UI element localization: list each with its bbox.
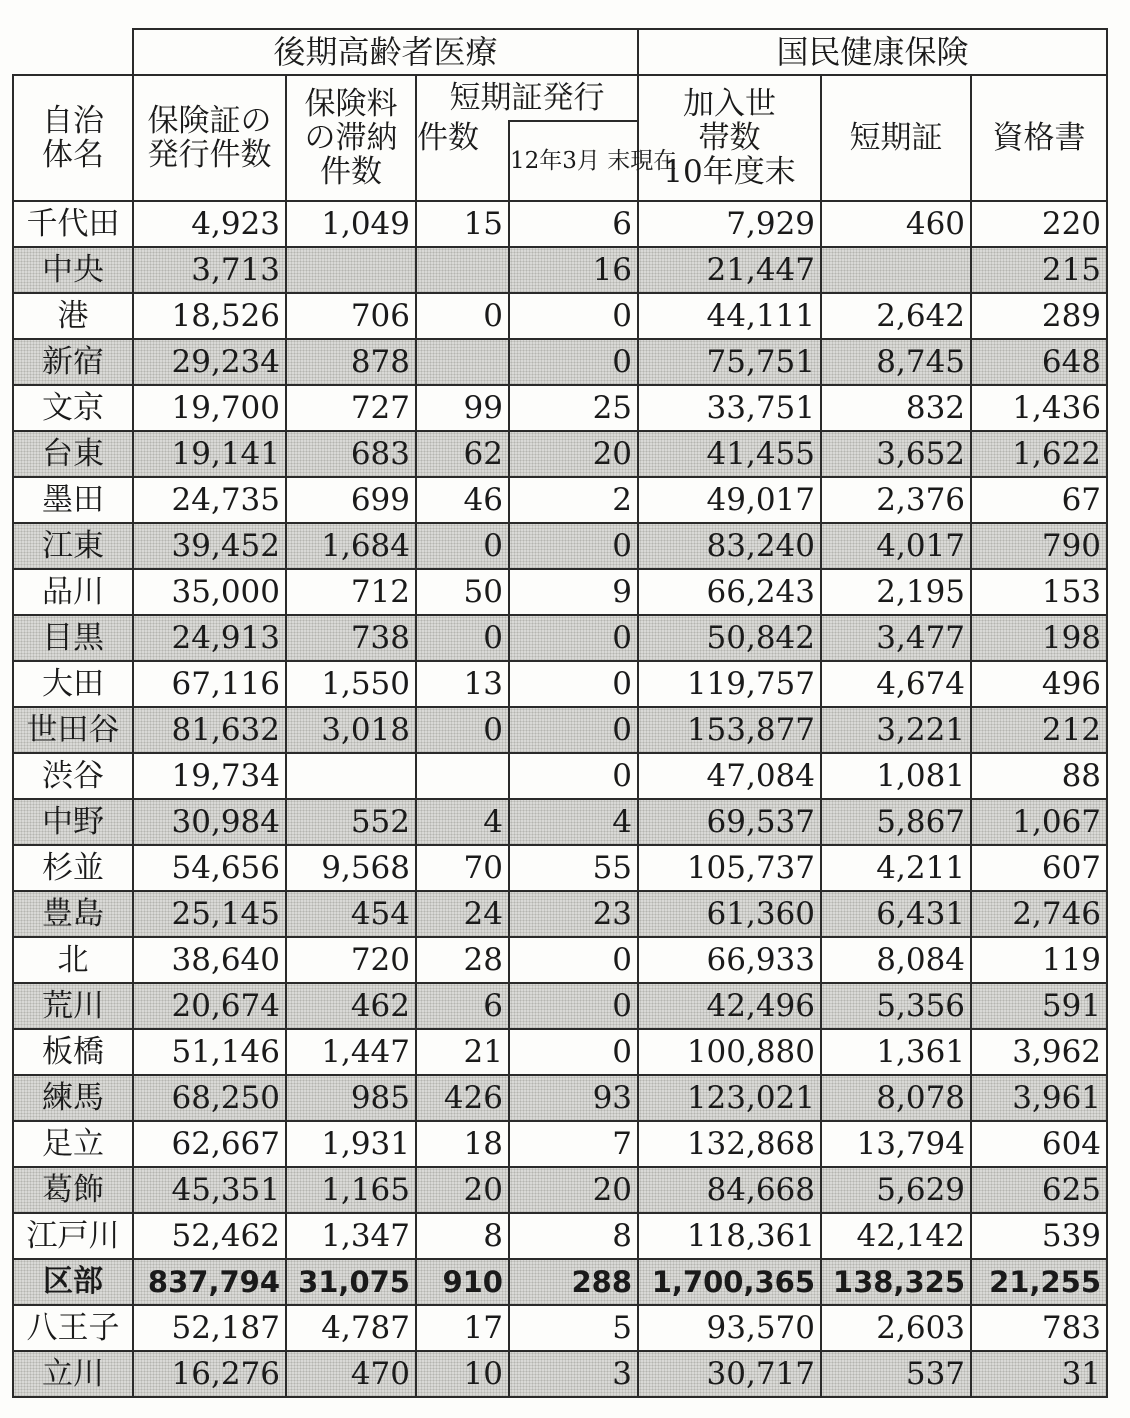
cell-shikakusho: 3,962 <box>971 1029 1107 1075</box>
cell-setai: 61,360 <box>638 891 821 937</box>
cell-setai: 49,017 <box>638 477 821 523</box>
municipality-name: 荒川 <box>13 983 133 1029</box>
cell-kensu: 18 <box>416 1121 509 1167</box>
cell-kensu: 46 <box>416 477 509 523</box>
cell-tankisho: 8,084 <box>821 937 971 983</box>
cell-tankisho: 537 <box>821 1351 971 1397</box>
municipality-name: 千代田 <box>13 201 133 247</box>
table-row <box>13 799 1107 845</box>
municipality-name: 江戸川 <box>13 1213 133 1259</box>
table-row <box>13 1029 1107 1075</box>
municipality-name: 大田 <box>13 661 133 707</box>
cell-hokensho: 19,141 <box>133 431 286 477</box>
cell-hokensho: 39,452 <box>133 523 286 569</box>
cell-setai: 75,751 <box>638 339 821 385</box>
cell-kensu: 10 <box>416 1351 509 1397</box>
cell-setai: 153,877 <box>638 707 821 753</box>
cell-genzai: 0 <box>509 661 638 707</box>
cell-kensu: 50 <box>416 569 509 615</box>
cell-kensu: 17 <box>416 1305 509 1351</box>
cell-tainou: 985 <box>286 1075 416 1121</box>
table-row-total <box>13 1259 1107 1305</box>
cell-tainou: 1,550 <box>286 661 416 707</box>
cell-tankisho: 8,078 <box>821 1075 971 1121</box>
table-row <box>13 1213 1107 1259</box>
cell-hokensho: 29,234 <box>133 339 286 385</box>
cell-kensu: 70 <box>416 845 509 891</box>
cell-kensu <box>416 339 509 385</box>
cell-shikakusho: 3,961 <box>971 1075 1107 1121</box>
column-header-line: 加入世 <box>683 86 777 122</box>
cell-tainou: 9,568 <box>286 845 416 891</box>
cell-shikakusho: 783 <box>971 1305 1107 1351</box>
cell-shikakusho: 2,746 <box>971 891 1107 937</box>
column-header-premium-arrears <box>286 75 416 201</box>
municipality-name: 八王子 <box>13 1305 133 1351</box>
column-header-short-term-issued: 短期証発行 <box>416 75 638 121</box>
cell-hokensho: 52,187 <box>133 1305 286 1351</box>
table-row <box>13 891 1107 937</box>
cell-setai: 83,240 <box>638 523 821 569</box>
cell-hokensho: 52,462 <box>133 1213 286 1259</box>
cell-shikakusho: 212 <box>971 707 1107 753</box>
cell-hokensho: 51,146 <box>133 1029 286 1075</box>
table-row <box>13 431 1107 477</box>
column-header-line: 12年3月 <box>510 147 600 174</box>
cell-shikakusho: 289 <box>971 293 1107 339</box>
cell-tankisho: 460 <box>821 201 971 247</box>
table-row <box>13 1075 1107 1121</box>
cell-setai: 33,751 <box>638 385 821 431</box>
cell-tainou: 470 <box>286 1351 416 1397</box>
table-row <box>13 477 1107 523</box>
cell-hokensho: 68,250 <box>133 1075 286 1121</box>
table-row <box>13 247 1107 293</box>
cell-shikakusho: 496 <box>971 661 1107 707</box>
municipality-name: 区部 <box>13 1259 133 1305</box>
cell-tankisho: 42,142 <box>821 1213 971 1259</box>
cell-tankisho: 4,211 <box>821 845 971 891</box>
cell-hokensho: 4,923 <box>133 201 286 247</box>
cell-kensu: 62 <box>416 431 509 477</box>
municipality-name: 品川 <box>13 569 133 615</box>
cell-genzai: 16 <box>509 247 638 293</box>
cell-setai: 42,496 <box>638 983 821 1029</box>
cell-kensu: 99 <box>416 385 509 431</box>
table-row <box>13 845 1107 891</box>
column-header-municipality <box>13 75 133 201</box>
table-row <box>13 707 1107 753</box>
table-row <box>13 1305 1107 1351</box>
cell-tainou: 454 <box>286 891 416 937</box>
cell-tainou: 727 <box>286 385 416 431</box>
cell-tainou: 712 <box>286 569 416 615</box>
cell-genzai: 8 <box>509 1213 638 1259</box>
cell-tainou <box>286 247 416 293</box>
cell-shikakusho: 220 <box>971 201 1107 247</box>
table-row <box>13 385 1107 431</box>
cell-genzai: 0 <box>509 293 638 339</box>
cell-tankisho: 4,674 <box>821 661 971 707</box>
table-row <box>13 201 1107 247</box>
municipality-name: 葛飾 <box>13 1167 133 1213</box>
cell-hokensho: 837,794 <box>133 1259 286 1305</box>
column-header-line: 10年度末 <box>663 154 796 190</box>
cell-tainou: 683 <box>286 431 416 477</box>
cell-genzai: 7 <box>509 1121 638 1167</box>
group-header-kokuho: 国民健康保険 <box>638 29 1107 75</box>
cell-shikakusho: 119 <box>971 937 1107 983</box>
cell-setai: 1,700,365 <box>638 1259 821 1305</box>
cell-genzai: 6 <box>509 201 638 247</box>
cell-setai: 105,737 <box>638 845 821 891</box>
cell-tankisho: 5,867 <box>821 799 971 845</box>
cell-hokensho: 16,276 <box>133 1351 286 1397</box>
cell-genzai: 0 <box>509 753 638 799</box>
municipality-name: 新宿 <box>13 339 133 385</box>
cell-shikakusho: 1,622 <box>971 431 1107 477</box>
cell-tainou: 738 <box>286 615 416 661</box>
cell-genzai: 20 <box>509 431 638 477</box>
cell-hokensho: 25,145 <box>133 891 286 937</box>
cell-tainou: 1,447 <box>286 1029 416 1075</box>
table-row <box>13 661 1107 707</box>
cell-shikakusho: 607 <box>971 845 1107 891</box>
cell-genzai: 25 <box>509 385 638 431</box>
cell-hokensho: 35,000 <box>133 569 286 615</box>
cell-tankisho: 1,361 <box>821 1029 971 1075</box>
table-row <box>13 753 1107 799</box>
cell-kensu: 426 <box>416 1075 509 1121</box>
column-header-short-term-card: 短期証 <box>821 75 971 201</box>
cell-tainou: 31,075 <box>286 1259 416 1305</box>
table-row <box>13 983 1107 1029</box>
cell-tainou: 552 <box>286 799 416 845</box>
cell-kensu: 6 <box>416 983 509 1029</box>
cell-shikakusho: 153 <box>971 569 1107 615</box>
cell-tankisho: 6,431 <box>821 891 971 937</box>
municipality-name: 港 <box>13 293 133 339</box>
cell-setai: 21,447 <box>638 247 821 293</box>
column-header-as-of-march <box>509 121 677 201</box>
cell-setai: 119,757 <box>638 661 821 707</box>
cell-hokensho: 30,984 <box>133 799 286 845</box>
cell-shikakusho: 1,436 <box>971 385 1107 431</box>
column-header-line: 保険証の <box>147 103 272 139</box>
municipality-name: 世田谷 <box>13 707 133 753</box>
cell-setai: 84,668 <box>638 1167 821 1213</box>
cell-shikakusho: 21,255 <box>971 1259 1107 1305</box>
column-header-qualification-card: 資格書 <box>971 75 1107 201</box>
cell-tainou: 1,684 <box>286 523 416 569</box>
column-header-card-issued <box>133 75 286 201</box>
cell-tankisho: 2,603 <box>821 1305 971 1351</box>
cell-tankisho: 2,642 <box>821 293 971 339</box>
cell-tainou <box>286 753 416 799</box>
cell-kensu: 24 <box>416 891 509 937</box>
cell-tankisho <box>821 247 971 293</box>
cell-setai: 30,717 <box>638 1351 821 1397</box>
cell-tankisho: 3,477 <box>821 615 971 661</box>
municipality-name: 渋谷 <box>13 753 133 799</box>
cell-tankisho: 4,017 <box>821 523 971 569</box>
cell-setai: 44,111 <box>638 293 821 339</box>
cell-setai: 93,570 <box>638 1305 821 1351</box>
cell-setai: 47,084 <box>638 753 821 799</box>
cell-tainou: 720 <box>286 937 416 983</box>
municipality-name: 墨田 <box>13 477 133 523</box>
municipality-name: 杉並 <box>13 845 133 891</box>
column-header-line: 末現在 <box>607 147 677 174</box>
cell-setai: 100,880 <box>638 1029 821 1075</box>
cell-setai: 66,933 <box>638 937 821 983</box>
cell-tainou: 462 <box>286 983 416 1029</box>
column-header-line: 自治 <box>42 103 104 139</box>
cell-genzai: 0 <box>509 339 638 385</box>
cell-kensu <box>416 247 509 293</box>
cell-genzai: 0 <box>509 523 638 569</box>
cell-hokensho: 3,713 <box>133 247 286 293</box>
group-header-kouki: 後期高齢者医療 <box>133 29 638 75</box>
cell-tainou: 1,049 <box>286 201 416 247</box>
cell-setai: 7,929 <box>638 201 821 247</box>
cell-shikakusho: 31 <box>971 1351 1107 1397</box>
cell-shikakusho: 648 <box>971 339 1107 385</box>
cell-tankisho: 1,081 <box>821 753 971 799</box>
cell-genzai: 23 <box>509 891 638 937</box>
cell-tainou: 1,931 <box>286 1121 416 1167</box>
cell-hokensho: 62,667 <box>133 1121 286 1167</box>
table-body <box>13 201 1107 1397</box>
cell-genzai: 4 <box>509 799 638 845</box>
cell-tankisho: 832 <box>821 385 971 431</box>
table-row <box>13 569 1107 615</box>
municipality-name: 目黒 <box>13 615 133 661</box>
municipality-name: 北 <box>13 937 133 983</box>
cell-kensu: 910 <box>416 1259 509 1305</box>
municipality-name: 台東 <box>13 431 133 477</box>
cell-hokensho: 67,116 <box>133 661 286 707</box>
column-header-line: 帯数 <box>698 120 761 156</box>
cell-tainou: 878 <box>286 339 416 385</box>
column-header-line: 件数 <box>320 154 382 190</box>
cell-setai: 118,361 <box>638 1213 821 1259</box>
cell-genzai: 288 <box>509 1259 638 1305</box>
cell-shikakusho: 88 <box>971 753 1107 799</box>
municipality-name: 文京 <box>13 385 133 431</box>
cell-genzai: 5 <box>509 1305 638 1351</box>
cell-kensu: 21 <box>416 1029 509 1075</box>
table-row <box>13 1167 1107 1213</box>
cell-tankisho: 13,794 <box>821 1121 971 1167</box>
table-header <box>13 29 1107 201</box>
cell-setai: 132,868 <box>638 1121 821 1167</box>
table-row <box>13 1351 1107 1397</box>
cell-tankisho: 2,376 <box>821 477 971 523</box>
cell-tainou: 3,018 <box>286 707 416 753</box>
cell-kensu: 0 <box>416 615 509 661</box>
cell-kensu: 4 <box>416 799 509 845</box>
municipality-name: 中野 <box>13 799 133 845</box>
column-header-count: 件数 <box>416 121 509 201</box>
cell-hokensho: 38,640 <box>133 937 286 983</box>
table-row <box>13 615 1107 661</box>
cell-kensu: 0 <box>416 707 509 753</box>
cell-shikakusho: 215 <box>971 247 1107 293</box>
cell-setai: 41,455 <box>638 431 821 477</box>
cell-tankisho: 8,745 <box>821 339 971 385</box>
cell-shikakusho: 625 <box>971 1167 1107 1213</box>
cell-genzai: 55 <box>509 845 638 891</box>
municipality-name: 立川 <box>13 1351 133 1397</box>
cell-hokensho: 24,735 <box>133 477 286 523</box>
cell-genzai: 2 <box>509 477 638 523</box>
cell-genzai: 9 <box>509 569 638 615</box>
cell-hokensho: 45,351 <box>133 1167 286 1213</box>
cell-tankisho: 138,325 <box>821 1259 971 1305</box>
cell-hokensho: 18,526 <box>133 293 286 339</box>
cell-kensu: 20 <box>416 1167 509 1213</box>
cell-hokensho: 54,656 <box>133 845 286 891</box>
cell-genzai: 0 <box>509 615 638 661</box>
cell-kensu: 8 <box>416 1213 509 1259</box>
column-header-line: 保険料 <box>304 86 398 122</box>
cell-hokensho: 81,632 <box>133 707 286 753</box>
cell-tainou: 1,347 <box>286 1213 416 1259</box>
cell-setai: 123,021 <box>638 1075 821 1121</box>
column-header-line: の滞納 <box>304 120 398 156</box>
cell-kensu <box>416 753 509 799</box>
cell-genzai: 3 <box>509 1351 638 1397</box>
municipality-name: 練馬 <box>13 1075 133 1121</box>
cell-tankisho: 5,629 <box>821 1167 971 1213</box>
cell-genzai: 0 <box>509 707 638 753</box>
cell-tankisho: 2,195 <box>821 569 971 615</box>
cell-shikakusho: 591 <box>971 983 1107 1029</box>
cell-genzai: 0 <box>509 937 638 983</box>
cell-shikakusho: 67 <box>971 477 1107 523</box>
cell-kensu: 0 <box>416 293 509 339</box>
cell-genzai: 0 <box>509 1029 638 1075</box>
table-row <box>13 1121 1107 1167</box>
header-corner <box>13 29 133 75</box>
municipality-name: 豊島 <box>13 891 133 937</box>
cell-setai: 66,243 <box>638 569 821 615</box>
cell-shikakusho: 539 <box>971 1213 1107 1259</box>
table-row <box>13 293 1107 339</box>
cell-tainou: 1,165 <box>286 1167 416 1213</box>
cell-tainou: 4,787 <box>286 1305 416 1351</box>
column-header-households <box>638 75 821 201</box>
cell-kensu: 15 <box>416 201 509 247</box>
cell-genzai: 0 <box>509 983 638 1029</box>
insurance-statistics-table <box>12 28 1108 1398</box>
cell-hokensho: 19,700 <box>133 385 286 431</box>
municipality-name: 江東 <box>13 523 133 569</box>
cell-tainou: 706 <box>286 293 416 339</box>
cell-shikakusho: 790 <box>971 523 1107 569</box>
table-row <box>13 937 1107 983</box>
cell-hokensho: 19,734 <box>133 753 286 799</box>
cell-tainou: 699 <box>286 477 416 523</box>
column-header-line: 発行件数 <box>147 137 272 173</box>
cell-hokensho: 20,674 <box>133 983 286 1029</box>
municipality-name: 足立 <box>13 1121 133 1167</box>
cell-kensu: 0 <box>416 523 509 569</box>
cell-shikakusho: 198 <box>971 615 1107 661</box>
cell-tankisho: 3,652 <box>821 431 971 477</box>
cell-genzai: 20 <box>509 1167 638 1213</box>
cell-genzai: 93 <box>509 1075 638 1121</box>
cell-setai: 50,842 <box>638 615 821 661</box>
cell-tankisho: 5,356 <box>821 983 971 1029</box>
table-row <box>13 339 1107 385</box>
cell-shikakusho: 1,067 <box>971 799 1107 845</box>
cell-kensu: 13 <box>416 661 509 707</box>
cell-kensu: 28 <box>416 937 509 983</box>
column-header-line: 体名 <box>42 137 104 173</box>
cell-tankisho: 3,221 <box>821 707 971 753</box>
cell-setai: 69,537 <box>638 799 821 845</box>
municipality-name: 板橋 <box>13 1029 133 1075</box>
table-row <box>13 523 1107 569</box>
cell-hokensho: 24,913 <box>133 615 286 661</box>
cell-shikakusho: 604 <box>971 1121 1107 1167</box>
municipality-name: 中央 <box>13 247 133 293</box>
